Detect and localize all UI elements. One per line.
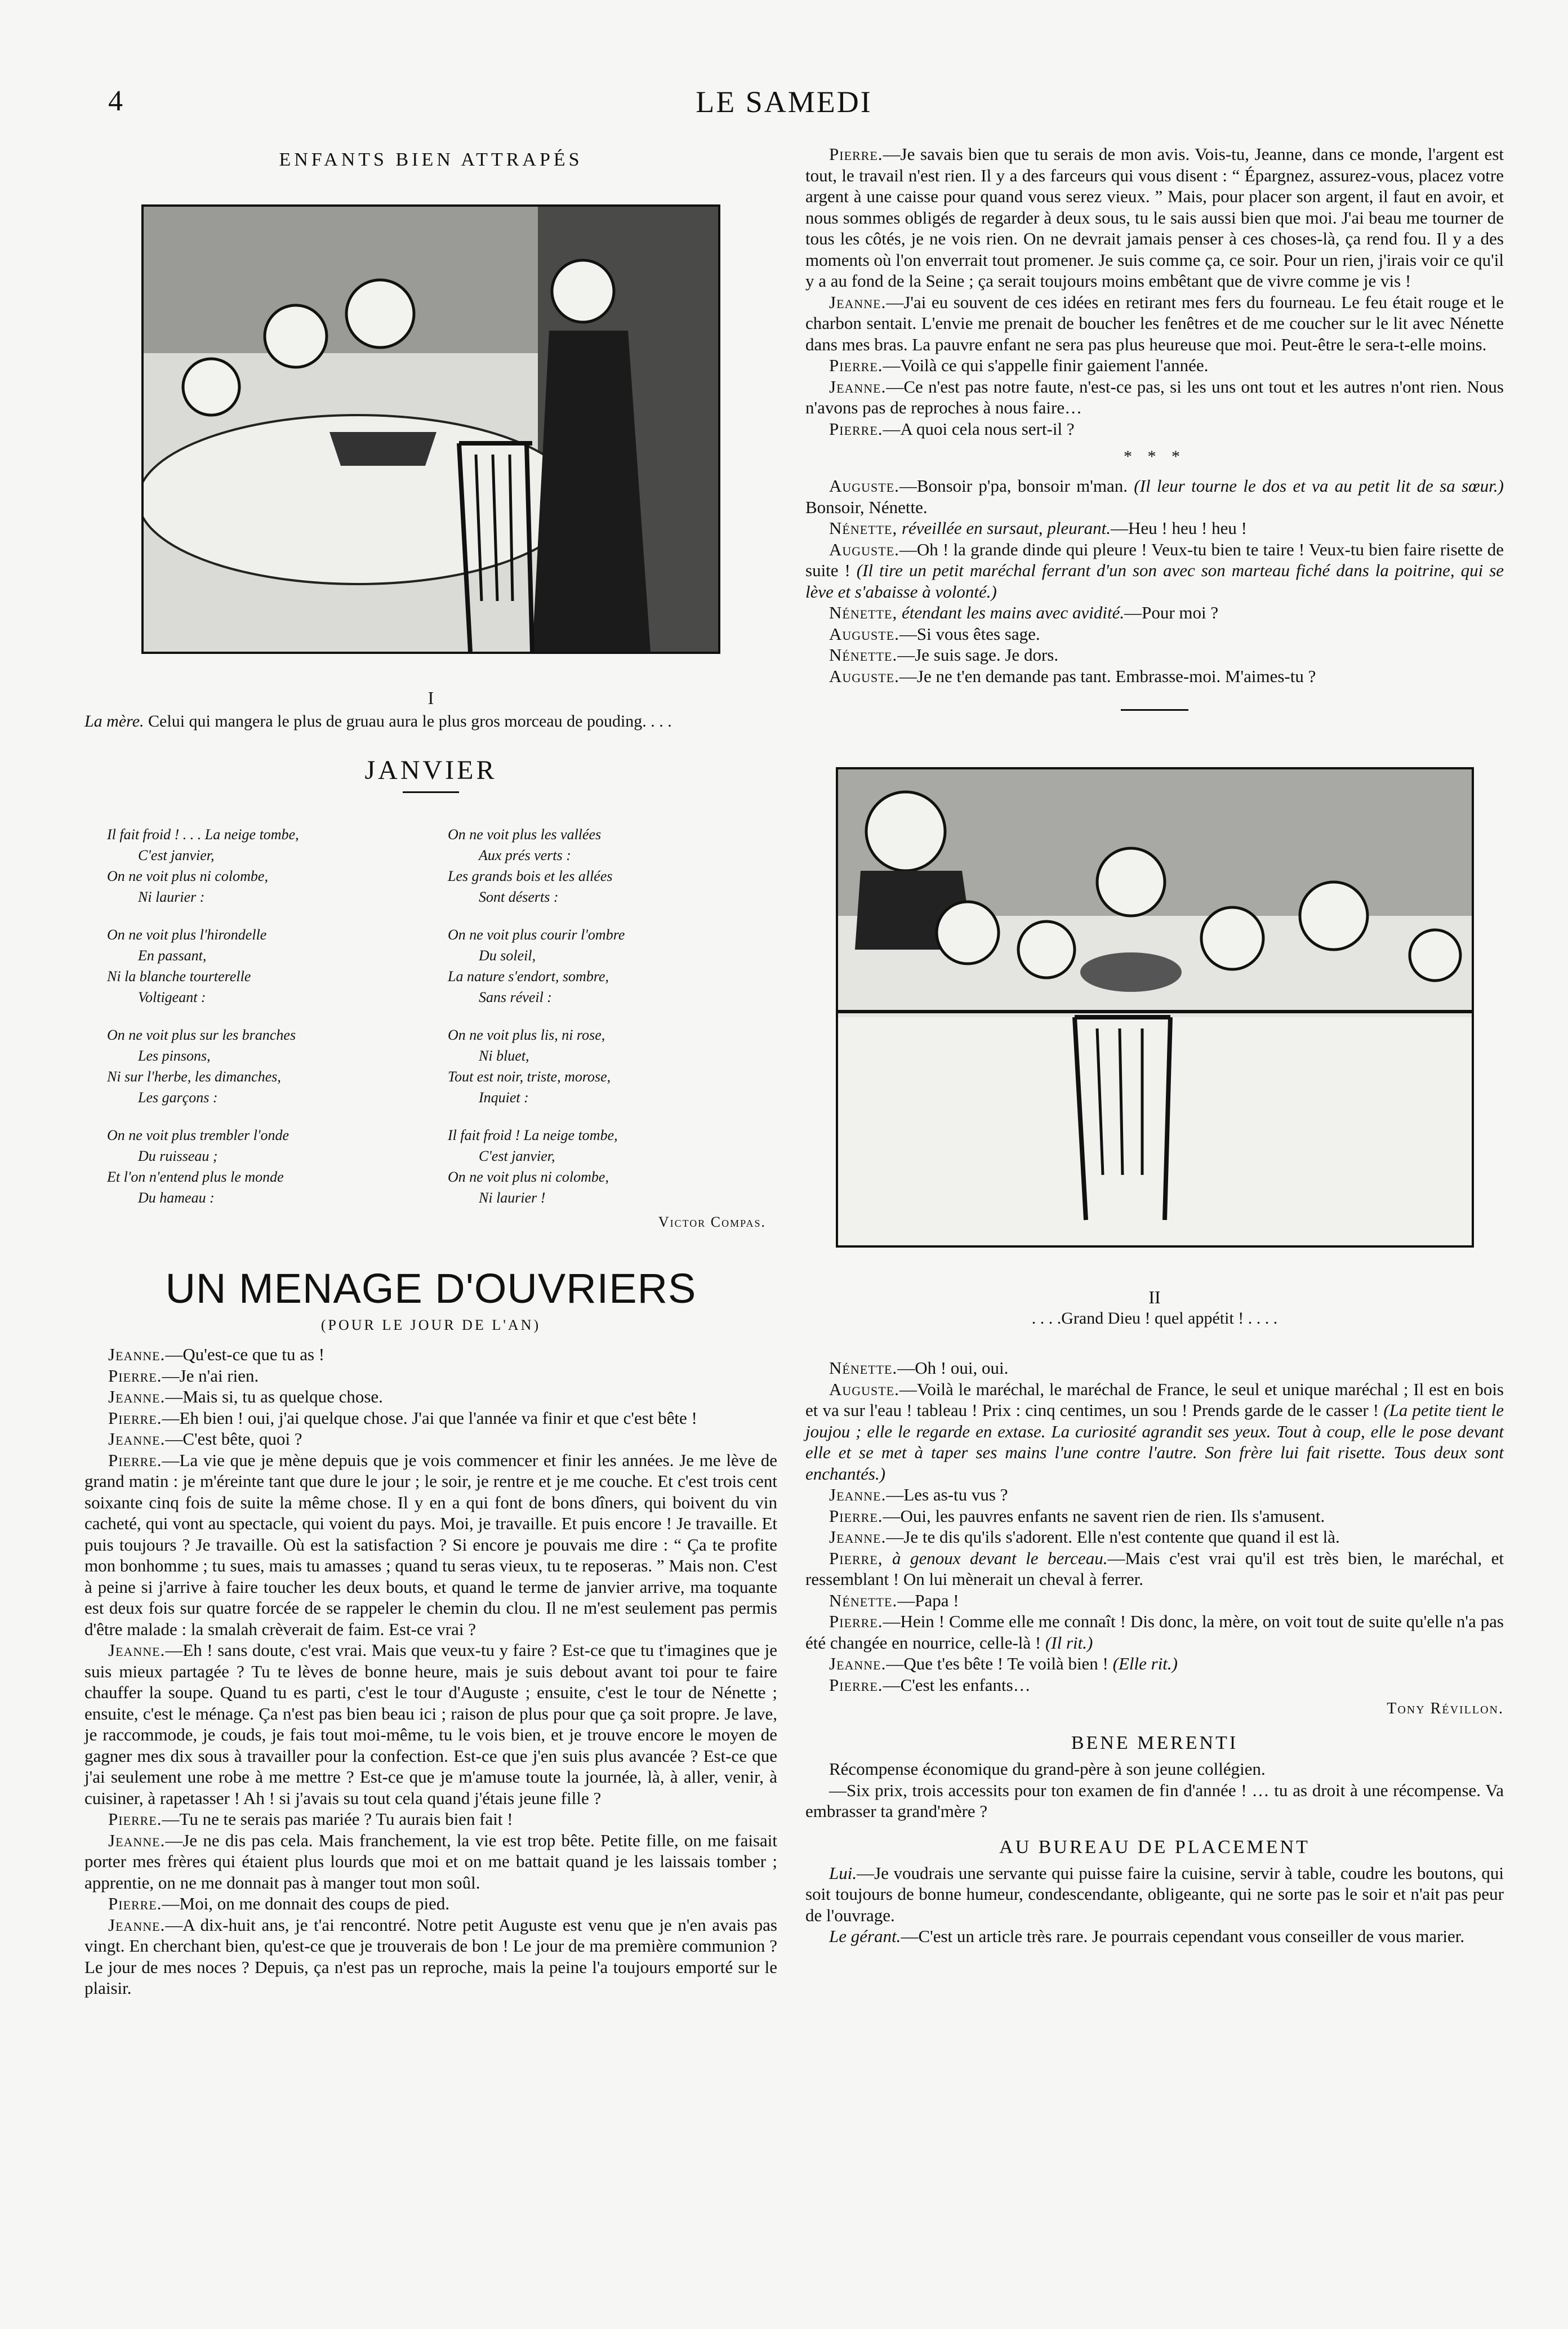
poem-stanza [107, 1125, 414, 1208]
dialogue-line [805, 1506, 1504, 1527]
play-dialogue-left [84, 1344, 777, 1999]
dialogue-line [805, 144, 1504, 292]
dialogue-text: —A dix-huit ans, je t'ai rencontré. Notre petit Auguste est venu que je n'en avais pas vingt. En cherchant bien, qu'est-ce que je trouverais de bon ! Le jour de ma première communion ? Le jour de mes noces ? Depuis, ça n'est pas un reproche, mais la peine l'a toujours emporté sur le plaisir. [84, 1914, 777, 1998]
stage-direction: (Il tire un petit maréchal ferrant d'un son avec son marteau fiché dans la poitrine, qui se lève et s'abaisse à volonté.) [805, 560, 1504, 602]
poem-line: Du ruisseau ; [138, 1148, 218, 1164]
dialogue-text: —Si vous êtes sage. [899, 624, 1040, 644]
dialogue-line [805, 418, 1504, 440]
play-dialogue-right-1 [805, 144, 1504, 439]
poem-stanza [448, 924, 755, 1008]
dialogue-line [805, 1379, 1504, 1485]
bene-merenti-text: —Six prix, trois accessits pour ton examen de fin d'année ! … tu as droit à une récompense. Va embrasser ta grand'mère ? [805, 1780, 1504, 1821]
dialogue-text: —Je ne dis pas cela. Mais franchement, la vie est trop bête. Petite fille, on me faisait porter mes frères qui étaient plus lourds que moi et on me battait quand je les laissais tomber ; apprentie, on ne me donnait pas à manger tout mon soûl. [84, 1830, 777, 1892]
speaker-name: Pierre. [108, 1894, 162, 1913]
dialogue-line [84, 1344, 777, 1365]
dialogue-line [805, 1526, 1504, 1548]
poem-line: Ni laurier : [138, 889, 205, 905]
speaker-name: Pierre. [108, 1365, 162, 1386]
poem-line: On ne voit plus ni colombe, [107, 868, 268, 884]
speaker-name: Auguste. [829, 1379, 899, 1399]
speaker-name: Pierre. [108, 1408, 162, 1428]
dialogue-text: —La vie que je mène depuis que je vois commencer et finir les années. Je me lève de grand matin : je m'éreinte tant que dure le jour ; le soir, je rentre et je me couche. Et c'est trois cent soixante cinq fois de suite la même chose. Il y en a qui font de bons dîners, qui boivent du vin cacheté, qui vont au spectacle, qui voient du pays. Moi, je travaille. Et puis encore ! Je travaille. Et puis toujours ? Je travaille. Où est la satisfaction ? Si encore je pouvais me dire : “ Ça te profite mon bonhomme ; tu sues, mais tu amasses ; quand tu seras vieux, tu te reposeras. ” Mais non. C'est à peine si j'arrive à faire toucher les deux bouts, et quand le terme de janvier arrive, ma toquante est deux fois sur quatre forcée de se rappeler le chemin du clou. Il ne m'est seulement pas permis d'être malade : la smalah crèverait de faim. Est-ce vrai ? [84, 1450, 777, 1639]
poem-title: JANVIER [364, 755, 497, 785]
figure-1-caption [84, 711, 777, 732]
figure-1-caption-text: Celui qui mangera le plus de gruau aura le plus gros morceau de pouding. . . . [148, 712, 672, 731]
speaker-name: Auguste. [829, 539, 899, 559]
dialogue-line [84, 1450, 777, 1640]
poem-line: Inquiet : [479, 1089, 529, 1106]
speaker-name: Pierre. [108, 1450, 162, 1470]
dialogue-line [84, 1428, 777, 1450]
poem-line: On ne voit plus l'hirondelle [107, 927, 267, 943]
dialogue-text: —Eh ! sans doute, c'est vrai. Mais que veux-tu y faire ? Est-ce que tu t'imagines que je suis mieux partagée ? Tu te lèves de bonne heure, mais je suis debout avant toi pour te faire chauffer la soupe. Quand tu es parti, c'est le tour d'Auguste ; ensuite, c'est le tour de Nénette ; ensuite, c'est le ménage. Ça n'est pas bien beau ici ; raison de plus pour que ça soit propre. Je lave, je raccommode, je couds, je fais tout moi-même, tu le vois bien, et je trouve encore le moyen de gagner mes dix sous à travailler pour la confection. Est-ce que j'en suis plus avancée ? Est-ce que j'ai seulement une robe à me mettre ? Est-ce que je m'amuse toute la journée, là, à aller, venir, à cuisiner, à rapetasser ! Ah ! si j'avais su tout cela quand j'étais jeune fille ? [84, 1640, 777, 1808]
poem-column-left [107, 824, 414, 1225]
poem-line: C'est janvier, [479, 1148, 555, 1164]
dialogue-line [805, 644, 1504, 666]
right-column [805, 144, 1504, 1947]
speaker-name: Pierre. [829, 355, 883, 375]
speaker-name: Auguste. [829, 666, 899, 686]
poem-line: Voltigeant : [138, 989, 206, 1005]
poem-line: Ni laurier ! [479, 1190, 546, 1206]
speaker-name: Nénette, [829, 603, 898, 622]
dialogue-text: —Ce n'est pas notre faute, n'est-ce pas, si les uns ont tout et les autres n'ont rien. Nous n'avons pas de reproches à nous faire… [805, 376, 1504, 417]
poem-line: Du hameau : [138, 1190, 215, 1206]
dialogue-line [84, 1386, 777, 1408]
speaker-name: Nénette. [829, 645, 898, 665]
bureau-title: AU BUREAU DE PLACEMENT [999, 1836, 1310, 1858]
poem-line: Tout est noir, triste, morose, [448, 1068, 611, 1085]
poem-stanza [107, 1025, 414, 1108]
stage-direction: (Elle rit.) [1112, 1654, 1178, 1673]
poem-line: Du soleil, [479, 947, 536, 964]
poem-line: Sans réveil : [479, 989, 552, 1005]
speaker-name: Auguste. [829, 624, 899, 644]
poem-line: On ne voit plus courir l'ombre [448, 927, 625, 943]
speaker-name: Pierre. [829, 144, 883, 164]
dialogue-line [805, 1611, 1504, 1653]
dialogue-line [805, 1653, 1504, 1675]
speaker-name: Jeanne. [108, 1830, 166, 1850]
poem-line: Il fait froid ! La neige tombe, [448, 1127, 618, 1143]
stage-direction: réveillée en sursaut, pleurant. [897, 518, 1111, 538]
dialogue-text: —A quoi cela nous sert-il ? [883, 418, 1075, 439]
dialogue-text: —Je n'ai rien. [162, 1365, 259, 1386]
poem-line: Il fait froid ! . . . La neige tombe, [107, 826, 299, 843]
dialogue-line [84, 1914, 777, 1999]
bene-merenti-intro: Récompense économique du grand-père à son jeune collégien. [829, 1759, 1266, 1779]
bureau-line-2 [805, 1926, 1504, 1947]
play-subtitle: (POUR LE JOUR DE L'AN) [320, 1317, 541, 1333]
masthead: LE SAMEDI [696, 85, 872, 119]
poem-line: On ne voit plus les vallées [448, 826, 602, 843]
poem-rule [403, 791, 459, 793]
dialogue-text: —Je savais bien que tu serais de mon avis. Vois-tu, Jeanne, dans ce monde, l'argent est tout, le travail n'est rien. Il y a des farceurs qui vous disent : “ Épargnez, assurez-vous, placez votre argent à une caisse pour quand vous serez vieux. ” Mais, pour placer son argent, il faut en avoir, et nous sommes obligés de regarder à deux sous, tu le sais aussi bien que moi. J'ai beau me tourner de tous les côtés, je ne vois rien. On ne devrait jamais penser à ces choses-là, ça rend fou. Il y a des moments où l'on enverrait tout promener. Je suis comme ça, ce soir. Pour un rien, j'irais voir ce qu'il y a au fond de la Seine ; ça serait toujours moins embêtant que de vivre comme je vis ! [805, 144, 1504, 291]
play-title: UN MENAGE D'OUVRIERS [165, 1265, 697, 1312]
dialogue-text: —Voilà le maréchal, le maréchal de France, le seul et unique maréchal ; Il est en bois et va sur l'eau ! tableau ! Prix : cinq centimes, un sou ! Prends garde de le casser ! [805, 1379, 1504, 1420]
poem-line: Ni la blanche tourterelle [107, 968, 251, 985]
poem-line: Ni sur l'herbe, les dimanches, [107, 1068, 281, 1085]
poem-line: Les grands bois et les allées [448, 868, 613, 884]
dialogue-text: —J'ai eu souvent de ces idées en retirant mes fers du fourneau. Le feu était rouge et le charbon sentait. L'envie me prenait de boucher les fenêtres et de me coucher sur le lit avec Nénette dans mes bras. La pauvre enfant ne sera pas plus heureuse que moi. Peut-être le sera-t-elle moins. [805, 292, 1504, 354]
speaker-name: Jeanne. [829, 1654, 887, 1673]
poem-author: Victor Compas. [658, 1214, 766, 1230]
dialogue-text: —C'est bête, quoi ? [165, 1429, 302, 1449]
poem-stanza [448, 1125, 755, 1208]
poem-line: Les garçons : [138, 1089, 218, 1106]
speaker-name: Nénette. [829, 1358, 898, 1378]
poem-line: La nature s'endort, sombre, [448, 968, 609, 985]
cartoon-illustration-1 [141, 204, 720, 654]
dialogue-line [805, 1484, 1504, 1506]
poem-column-right [448, 824, 755, 1225]
dialogue-line [805, 624, 1504, 645]
stage-direction: étendant les mains avec avidité. [897, 603, 1125, 622]
dialogue-text: Bonsoir, Nénette. [805, 497, 928, 517]
bene-merenti-title: BENE MERENTI [1071, 1733, 1239, 1753]
speaker-name: Jeanne. [108, 1429, 166, 1449]
dialogue-line [805, 666, 1504, 687]
dialogue-text: —Tu ne te serais pas mariée ? Tu aurais bien fait ! [162, 1809, 513, 1829]
poem-line: On ne voit plus ni colombe, [448, 1169, 609, 1185]
poem-stanza [448, 1025, 755, 1108]
play-dialogue-right-3 [805, 1357, 1504, 1695]
dialogue-text: —Heu ! heu ! heu ! [1111, 518, 1247, 538]
page-header [0, 84, 1568, 135]
dialogue-line [805, 1548, 1504, 1590]
figure-1-speaker: La mère. [84, 712, 144, 731]
dialogue-text: —Je ne t'en demande pas tant. Embrasse-moi. M'aimes-tu ? [899, 666, 1316, 686]
speaker-name: Jeanne. [108, 1640, 166, 1660]
dialogue-line [805, 292, 1504, 355]
speaker-name: Jeanne. [829, 292, 887, 312]
speaker-name: Pierre. [829, 1611, 883, 1631]
dialogue-text: —Mais c'est vrai qu'il est très bien, le maréchal, et ressemblant ! On lui mènerait un cheval à ferrer. [805, 1548, 1504, 1589]
bureau-speaker-2: Le gérant. [829, 1926, 901, 1946]
dialogue-text: —Je suis sage. Je dors. [897, 645, 1059, 665]
dialogue-line [805, 1590, 1504, 1611]
dialogue-line [805, 1357, 1504, 1379]
dialogue-text: —Qu'est-ce que tu as ! [165, 1344, 325, 1364]
dialogue-line [84, 1830, 777, 1894]
bureau-speaker-1: Lui. [829, 1863, 857, 1883]
dialogue-text: —Que t'es bête ! Te voilà bien ! [886, 1654, 1113, 1673]
poem-body [84, 824, 777, 1225]
dialogue-text: —Papa ! [897, 1590, 959, 1610]
dialogue-line [805, 602, 1504, 624]
play-dialogue-right-2 [805, 475, 1504, 687]
poem-line: C'est janvier, [138, 847, 215, 863]
section-stars: * * * [1124, 447, 1186, 466]
dialogue-text: —Mais si, tu as quelque chose. [165, 1387, 383, 1406]
dialogue-line [84, 1408, 777, 1429]
play-author: Tony Révillon. [1387, 1700, 1504, 1717]
poem-line: Les pinsons, [138, 1048, 211, 1064]
dialogue-line [805, 518, 1504, 539]
cartoon-illustration-2 [836, 767, 1474, 1248]
dialogue-text: —Les as-tu vus ? [886, 1485, 1008, 1504]
stage-direction: (Il rit.) [1045, 1632, 1093, 1653]
speaker-name: Auguste. [829, 476, 899, 496]
speaker-name: Jeanne. [829, 376, 887, 397]
poem-line: On ne voit plus lis, ni rose, [448, 1027, 605, 1043]
poem-line: Aux prés verts : [479, 847, 571, 863]
poem-stanza [448, 824, 755, 907]
dialogue-text: —C'est les enfants… [883, 1675, 1031, 1695]
poem-line: En passant, [138, 947, 207, 964]
speaker-name: Pierre. [829, 1506, 883, 1526]
dialogue-text: —Je te dis qu'ils s'adorent. Elle n'est contente que quand il est là. [886, 1527, 1340, 1547]
dialogue-line [805, 376, 1504, 418]
poem-stanza [107, 924, 414, 1008]
speaker-name: Jeanne. [108, 1387, 166, 1406]
dialogue-line [84, 1893, 777, 1914]
dialogue-text: —Eh bien ! oui, j'ai quelque chose. J'ai que l'année va finir et que c'est bête ! [162, 1408, 697, 1428]
figure-1-number: I [427, 688, 434, 708]
poem-stanza [107, 824, 414, 907]
speaker-name: Nénette. [829, 1590, 898, 1610]
cartoon-title: ENFANTS BIEN ATTRAPÉS [279, 149, 583, 170]
dialogue-line [84, 1365, 777, 1387]
dialogue-text: —Oh ! oui, oui. [897, 1358, 1009, 1378]
speaker-name: Nénette, [829, 518, 898, 538]
speaker-name: Pierre. [108, 1809, 162, 1829]
dialogue-line [805, 475, 1504, 518]
speaker-name: Jeanne. [829, 1527, 887, 1547]
bureau-line-1 [805, 1863, 1504, 1926]
dialogue-text: —Voilà ce qui s'appelle finir gaiement l'année. [883, 355, 1209, 375]
bureau-text-2: —C'est un article très rare. Je pourrais cependant vous conseiller de vous marier. [901, 1926, 1465, 1946]
left-column [84, 144, 777, 1999]
poem-line: On ne voit plus sur les branches [107, 1027, 296, 1043]
stage-direction: à genoux devant le berceau. [883, 1548, 1108, 1568]
dialogue-text: —Oh ! la grande dinde qui pleure ! Veux-tu bien te taire ! Veux-tu bien faire risette de suite ! [805, 539, 1504, 580]
section-rule [1121, 709, 1188, 711]
stage-direction: (Il leur tourne le dos et va au petit lit de sa sœur.) [1134, 476, 1504, 496]
page-number: 4 [108, 85, 123, 117]
dialogue-text: —Oui, les pauvres enfants ne savent rien de rien. Ils s'amusent. [883, 1506, 1325, 1526]
poem-line: On ne voit plus trembler l'onde [107, 1127, 289, 1143]
speaker-name: Pierre. [829, 418, 883, 439]
speaker-name: Pierre, [829, 1548, 883, 1568]
poem-line: Sont déserts : [479, 889, 559, 905]
bureau-text-1: —Je voudrais une servante qui puisse faire la cuisine, servir à table, coudre les boutons, qui soit toujours de bonne humeur, condescendante, obligeante, qui ne sorte pas le soir et n'ait pas peur de l'ouvrage. [805, 1863, 1504, 1925]
dialogue-text: —Moi, on me donnait des coups de pied. [162, 1894, 450, 1913]
dialogue-line [805, 355, 1504, 376]
figure-2-number: II [1148, 1287, 1161, 1307]
dialogue-text: —Hein ! Comme elle me connaît ! Dis donc, la mère, on voit tout de suite qu'elle n'a pas été changée en nourrice, celle-là ! [805, 1611, 1504, 1653]
figure-2-caption: . . . .Grand Dieu ! quel appétit ! . . . . [1031, 1309, 1278, 1328]
poem-line: Et l'on n'entend plus le monde [107, 1169, 284, 1185]
poem-line: Ni bluet, [479, 1048, 529, 1064]
dialogue-line [84, 1809, 777, 1830]
speaker-name: Jeanne. [829, 1485, 887, 1504]
dialogue-text: —Pour moi ? [1124, 603, 1219, 622]
dialogue-text: —Bonsoir p'pa, bonsoir m'man. [899, 476, 1134, 496]
dialogue-line [84, 1640, 777, 1809]
speaker-name: Pierre. [829, 1675, 883, 1695]
dialogue-line [805, 539, 1504, 603]
dialogue-line [805, 1675, 1504, 1696]
speaker-name: Jeanne. [108, 1914, 166, 1935]
stage-direction: (La petite tient le joujou ; elle le regarde en extase. La curiosité agrandit ses yeux. Tout à coup, elle le pose devant elle et se met à taper ses mains l'une contre l'autre. Son frère lui fait risette. Tous deux sont enchantés.) [805, 1400, 1504, 1484]
speaker-name: Jeanne. [108, 1344, 166, 1364]
